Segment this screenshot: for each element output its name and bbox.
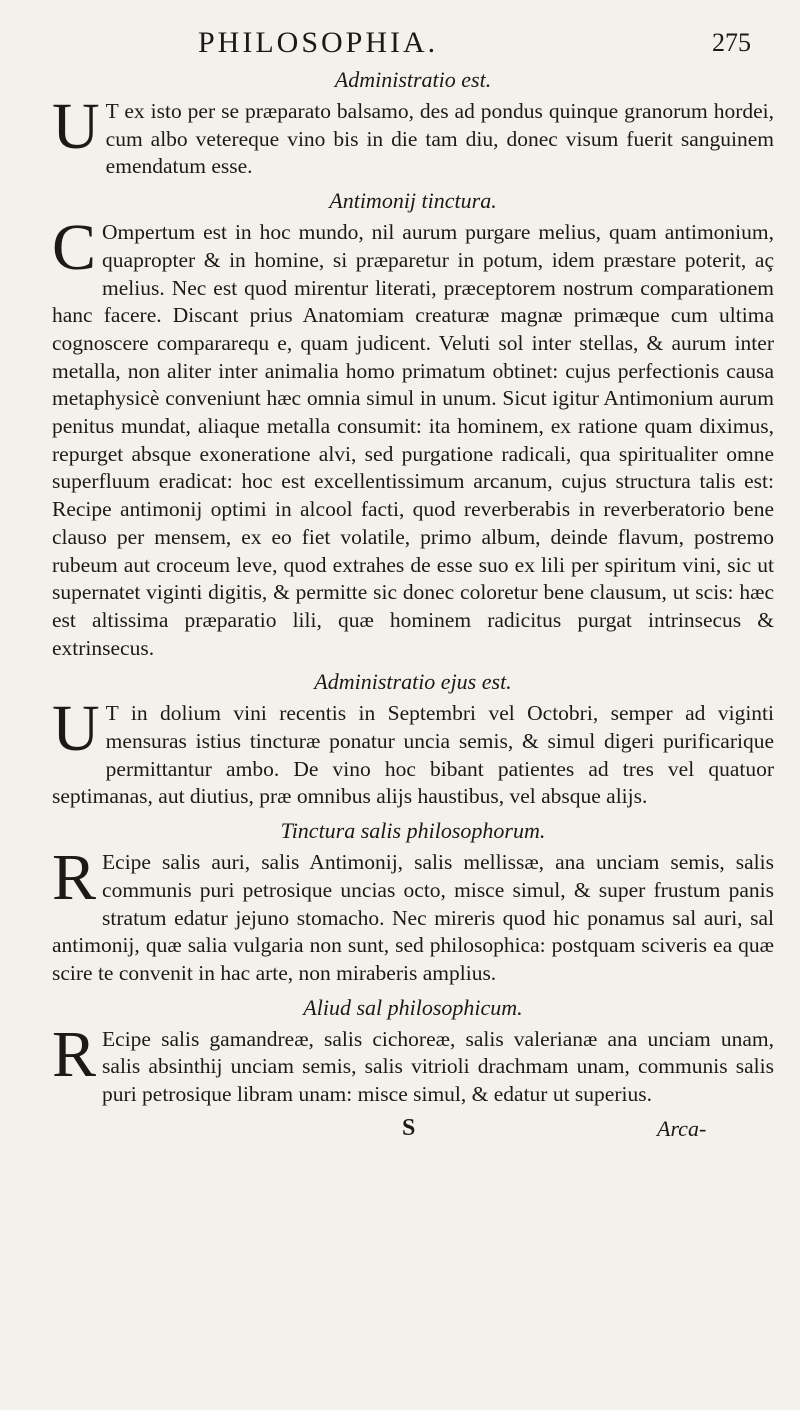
section-paragraph xyxy=(52,1017,774,1109)
page-number: 275 xyxy=(712,28,751,57)
drop-initial: R xyxy=(52,1017,97,1091)
signature-mark: S xyxy=(402,1114,416,1141)
paragraph-text: Ecipe salis gamandreæ, salis cichoreæ, salis valerianæ ana unciam unam, salis absinthij unciam semis, salis vitrioli drachmam unam, communis salis puri petrosique libram unam: misce simul, & edatur ut superius. xyxy=(102,1026,774,1107)
section-paragraph xyxy=(52,841,774,988)
catchword: Arca- xyxy=(657,1115,707,1141)
paragraph-text: Ecipe salis auri, salis Antimonij, salis mellissæ, ana unciam semis, salis communis puri petrosique uncias octo, misce simul, & super frustum panis stratum edatur jejuno stomacho. Nec mireris quod hic ponamus sal auri, sal antimonij, quæ salia vulgaria non sunt, sed philosophica: postquam sciveris ea quæ scire te convenit in hac arte, non miraberis amplius. xyxy=(52,850,774,985)
section-heading: Aliud sal philosophicum. xyxy=(303,994,523,1020)
body-text xyxy=(52,64,774,1145)
section-paragraph xyxy=(52,211,774,662)
paragraph-text: Ompertum est in hoc mundo, nil aurum purgare melius, quam antimonium, quapropter & in homine, si præparetur in potum, idem præstare poterit, aç melius. Nec est quod mirentur literati, præceptorem nostrum comparationem hanc facere. Discant prius Anatomiam creaturæ magnæ primæque cum ultima cognoscere compararequ e, quam judicent. Veluti sol inter stellas, & aurum inter metalla, non aliter inter animalia homo primatum obtinet: cujus perfectionis causa metaphysicè conveniunt hæc omnia simul in unum. Sicut igitur Antimonium aurum penitus mundat, aliaque metalla consumit: ita hominem, ex ratione quam diximus, repurget absque exoneratione alvi, sed purgatione radicali, qua spiritualiter omne superfluum eradicat: hoc est excellentissimum arcanum, cujus structura talis est: Recipe antimonij optimi in alcool facti, quod reverberabis in reverberatorio bene clauso per mensem, ex eo fiet volatile, primo album, deinde flavum, postremo rubeum aut croceum leve, quod extrahes de esse suo ex lili per spiritum vini, sic ut supernatet viginti digitis, & permitte sic donec coloretur bene clausum, ut scis: hæc est altissima præparatio lili, quæ hominem radicitus purgat intrinsecus & extrinsecus. xyxy=(52,220,774,660)
page-header xyxy=(0,22,800,62)
running-head: PHILOSOPHIA. xyxy=(198,26,439,59)
drop-initial: U xyxy=(52,90,100,163)
section-heading: Antimonij tinctura. xyxy=(329,188,497,214)
section-heading: Tinctura salis philosophorum. xyxy=(280,818,546,844)
paragraph-text: T ex isto per se præparato balsamo, des ad pondus quinque granorum hordei, cum albo vetereque vino bis in die tam diu, donec visum fuerit sanguinem emendatum esse. xyxy=(105,99,774,179)
drop-initial: C xyxy=(52,211,97,285)
paragraph-text: T in dolium vini recentis in Septembri vel Octobri, semper ad viginti mensuras istius tincturæ ponatur uncia semis, & simul digeri purificarique permittantur ambo. De vino hoc bibant patientes ad tres vel quatuor septimanas, aut diutius, præ omnibus alijs haustibus, vel absque alijs. xyxy=(52,701,774,809)
drop-initial: U xyxy=(52,692,100,766)
page-footer xyxy=(52,1115,774,1145)
section-heading: Administratio est. xyxy=(334,67,492,92)
section-heading: Administratio ejus est. xyxy=(314,669,512,695)
drop-initial: R xyxy=(52,841,97,915)
section-paragraph xyxy=(52,692,774,811)
section-paragraph xyxy=(52,90,774,181)
